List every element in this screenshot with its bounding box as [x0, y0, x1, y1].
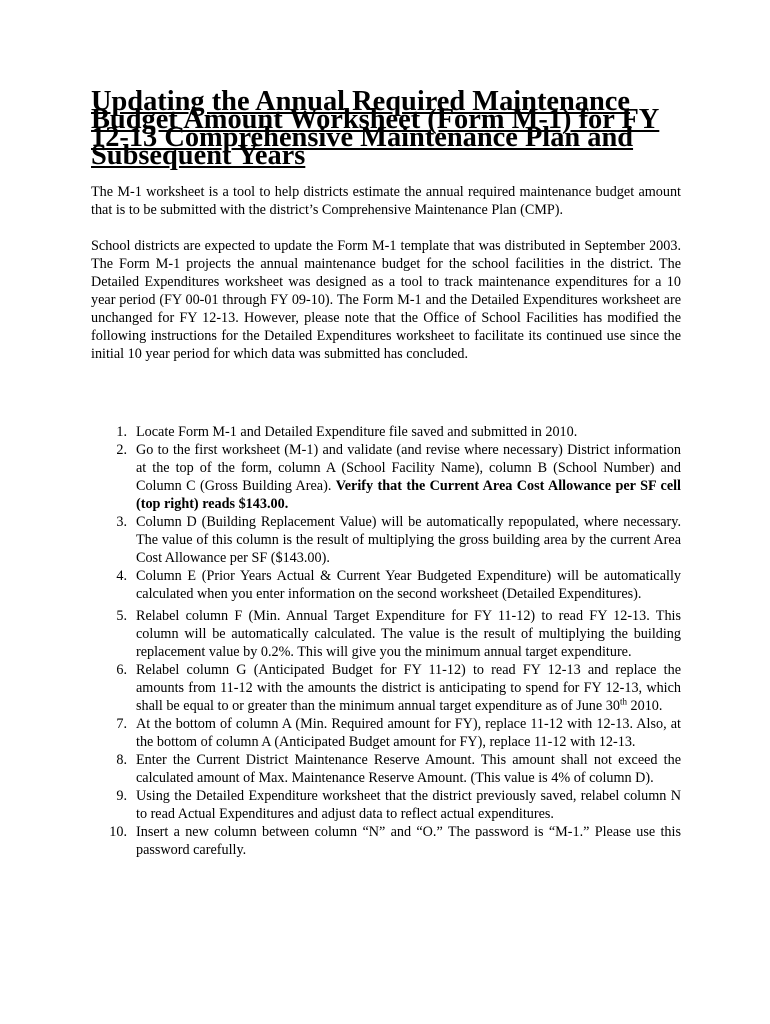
- document-title: Updating the Annual Required Maintenance Budget Amount Worksheet (Form M-1) for FY 12-13 Comprehensive Maintenance Plan and Subsequent Years: [91, 86, 660, 171]
- list-item: 6. Relabel column G (Anticipated Budget for FY 11-12) to read FY 12-13 and replace the amounts from 11-12 with the amounts the district is anticipating to spend for FY 12-13, which shall be equal to or greater than the minimum annual target expenditure as of June 30th 2010.: [116, 662, 681, 714]
- verify-note: Verify that the Current Area Cost Allowance per SF cell (top right) reads $143.00.: [136, 478, 681, 512]
- list-item: 2. Go to the first worksheet (M-1) and validate (and revise where necessary) District information at the top of the form, column A (School Facility Name), column B (School Number) and Column C (Gross Building Area). Verify that the Current Area Cost Allowance per SF cell (top right) reads $143.00.: [116, 442, 681, 512]
- list-item: 10. Insert a new column between column “N” and “O.” The password is “M-1.” Please use this password carefully.: [109, 824, 681, 858]
- list-item: 4. Column E (Prior Years Actual & Current Year Budgeted Expenditure) will be automatically calculated when you enter information on the second worksheet (Detailed Expenditures).: [116, 568, 681, 602]
- list-item: 7. At the bottom of column A (Min. Required amount for FY), replace 11-12 with 12-13. Also, at the bottom of column A (Anticipated Budget amount for FY), replace 11-12 with 12-13.: [116, 716, 681, 750]
- list-item: 5. Relabel column F (Min. Annual Target Expenditure for FY 11-12) to read FY 12-13. This column will be automatically calculated. The value is the result of multiplying the building replacement value by 0.2%. This will give you the minimum annual target expenditure.: [116, 608, 681, 660]
- document-body: [91, 86, 681, 859]
- list-item: 3. Column D (Building Replacement Value) will be automatically repopulated, where necessary. The value of this column is the result of multiplying the gross building area by the current Area Cost Allowance per SF ($143.00).: [116, 514, 681, 566]
- list-item: 8. Enter the Current District Maintenance Reserve Amount. This amount shall not exceed the calculated amount of Max. Maintenance Reserve Amount. (This value is 4% of column D).: [116, 752, 681, 786]
- intro-paragraph: The M-1 worksheet is a tool to help districts estimate the annual required maintenance budget amount that is to be submitted with the district’s Comprehensive Maintenance Plan (CMP).: [91, 184, 681, 218]
- list-item: 1. Locate Form M-1 and Detailed Expenditure file saved and submitted in 2010.: [116, 424, 578, 440]
- list-item: 9. Using the Detailed Expenditure worksheet that the district previously saved, relabel column N to read Actual Expenditures and adjust data to reflect actual expenditures.: [116, 788, 681, 822]
- instruction-steps: [91, 423, 681, 859]
- background-paragraph: School districts are expected to update the Form M-1 template that was distributed in September 2003. The Form M-1 projects the annual maintenance budget for the school facilities in the district. The Detailed Expenditures worksheet was designed as a tool to track maintenance expenditures for a 10 year period (FY 00-01 through FY 09-10). The Form M-1 and the Detailed Expenditures worksheet are unchanged for FY 12-13. However, please note that the Office of School Facilities has modified the following instructions for the Detailed Expenditures worksheet to facilitate its continued use since the initial 10 year period for which data was submitted has concluded.: [91, 238, 681, 362]
